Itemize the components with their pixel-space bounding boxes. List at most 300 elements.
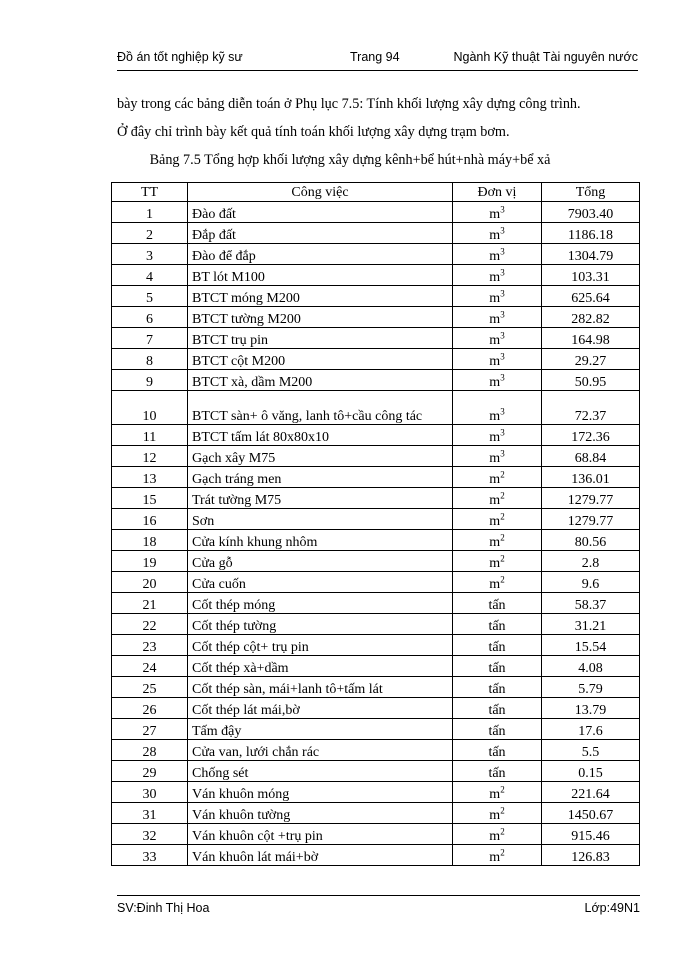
unit-exponent: 3 — [500, 288, 505, 299]
row-unit — [453, 803, 542, 824]
unit-exponent: 3 — [500, 204, 505, 215]
row-unit — [453, 446, 542, 467]
table-row — [112, 370, 640, 391]
row-number — [112, 370, 188, 391]
unit-exponent: 2 — [500, 784, 505, 795]
row-number-text: 29 — [142, 766, 157, 781]
row-total-text: 4.08 — [578, 661, 603, 676]
row-unit — [453, 572, 542, 593]
row-task-text: Ván khuôn tường — [192, 808, 291, 823]
row-unit — [453, 223, 542, 244]
table-row — [112, 425, 640, 446]
row-unit-text: tấn — [488, 682, 506, 697]
row-task — [188, 446, 453, 467]
table-row — [112, 488, 640, 509]
row-total — [542, 719, 640, 740]
table-row — [112, 593, 640, 614]
row-number — [112, 593, 188, 614]
row-unit — [453, 761, 542, 782]
row-task — [188, 467, 453, 488]
row-unit-text: tấn — [488, 703, 506, 718]
row-unit — [453, 845, 542, 866]
row-total-text: 5.5 — [581, 745, 600, 760]
row-unit-text: tấn — [488, 619, 506, 634]
row-number-text: 6 — [146, 312, 153, 327]
table-row — [112, 614, 640, 635]
row-number — [112, 265, 188, 286]
row-unit-text: m — [489, 451, 501, 466]
row-unit — [453, 328, 542, 349]
row-total — [542, 488, 640, 509]
row-number-text: 31 — [142, 808, 157, 823]
row-number-text: 13 — [142, 472, 157, 487]
row-task — [188, 509, 453, 530]
row-number-text: 24 — [142, 661, 157, 676]
row-task — [188, 719, 453, 740]
row-unit — [453, 425, 542, 446]
row-task — [188, 307, 453, 328]
row-task-text: Cốt thép lát mái,bờ — [192, 703, 300, 718]
row-unit — [453, 370, 542, 391]
row-unit-text: m — [489, 577, 501, 592]
table-row — [112, 698, 640, 719]
row-number — [112, 761, 188, 782]
row-task — [188, 425, 453, 446]
row-task-text: BTCT trụ pin — [192, 333, 268, 348]
row-unit — [453, 782, 542, 803]
column-header-unit: Đơn vị — [453, 183, 542, 202]
row-number-text: 32 — [142, 829, 157, 844]
row-unit — [453, 656, 542, 677]
row-number — [112, 803, 188, 824]
row-number — [112, 656, 188, 677]
row-total — [542, 656, 640, 677]
row-total — [542, 446, 640, 467]
row-task — [188, 593, 453, 614]
table-row — [112, 328, 640, 349]
row-total-text: 72.37 — [574, 409, 607, 424]
row-number-text: 27 — [142, 724, 157, 739]
table-row — [112, 223, 640, 244]
row-task-text: BTCT tấm lát 80x80x10 — [192, 430, 330, 445]
row-number-text: 1 — [146, 207, 153, 222]
row-total — [542, 635, 640, 656]
row-number — [112, 223, 188, 244]
row-total — [542, 572, 640, 593]
header-page-number: Trang 94 — [350, 50, 400, 64]
row-total-text: 625.64 — [571, 291, 610, 306]
row-total — [542, 614, 640, 635]
row-unit — [453, 488, 542, 509]
unit-exponent: 2 — [500, 490, 505, 501]
row-task-text: Chống sét — [192, 766, 249, 781]
row-task — [188, 635, 453, 656]
row-number — [112, 698, 188, 719]
row-unit-text: m — [489, 514, 501, 529]
row-number-text: 18 — [142, 535, 157, 550]
row-unit — [453, 286, 542, 307]
table-row — [112, 307, 640, 328]
unit-exponent: 3 — [500, 427, 505, 438]
table-row — [112, 635, 640, 656]
row-number — [112, 307, 188, 328]
row-task-text: Cốt thép móng — [192, 598, 276, 613]
unit-exponent: 3 — [500, 351, 505, 362]
row-task-text: BTCT móng M200 — [192, 291, 300, 306]
row-task-text: BTCT cột M200 — [192, 354, 286, 369]
row-task-text: Cửa cuốn — [192, 577, 246, 592]
row-number — [112, 286, 188, 307]
row-number-text: 15 — [142, 493, 157, 508]
row-unit — [453, 349, 542, 370]
row-unit-text: m — [489, 556, 501, 571]
row-task-text: Sơn — [192, 514, 215, 529]
row-number-text: 20 — [142, 577, 157, 592]
row-total — [542, 677, 640, 698]
row-number-text: 26 — [142, 703, 157, 718]
row-task — [188, 349, 453, 370]
table-row — [112, 202, 640, 223]
row-unit-text: tấn — [488, 724, 506, 739]
row-task — [188, 551, 453, 572]
footer-student-name: SV:Đinh Thị Hoa — [117, 901, 210, 915]
row-total — [542, 824, 640, 845]
row-total-text: 58.37 — [574, 598, 607, 613]
unit-exponent: 3 — [500, 330, 505, 341]
row-task — [188, 328, 453, 349]
row-unit-text: tấn — [488, 766, 506, 781]
row-total — [542, 509, 640, 530]
row-total-text: 126.83 — [571, 850, 610, 865]
column-header-total: Tổng — [542, 183, 640, 202]
row-task — [188, 782, 453, 803]
row-task — [188, 824, 453, 845]
row-number-text: 33 — [142, 850, 157, 865]
row-total-text: 164.98 — [571, 333, 610, 348]
row-number-text: 2 — [146, 228, 153, 243]
row-task-text: Cửa van, lưới chắn rác — [192, 745, 320, 760]
row-task-text: Đào để đắp — [192, 249, 256, 264]
table-row — [112, 467, 640, 488]
row-total — [542, 391, 640, 425]
row-total — [542, 307, 640, 328]
row-total-text: 1279.77 — [567, 493, 614, 508]
column-header-task: Công việc — [188, 183, 453, 202]
header-thesis-title: Đồ án tốt nghiệp kỹ sư — [117, 50, 243, 64]
row-unit — [453, 824, 542, 845]
row-total-text: 15.54 — [574, 640, 607, 655]
table-row — [112, 244, 640, 265]
unit-exponent: 2 — [500, 574, 505, 585]
row-total-text: 31.21 — [574, 619, 607, 634]
table-row — [112, 761, 640, 782]
row-number — [112, 551, 188, 572]
row-unit — [453, 677, 542, 698]
table-row — [112, 677, 640, 698]
row-number — [112, 740, 188, 761]
row-unit — [453, 551, 542, 572]
row-number-text: 10 — [142, 409, 157, 424]
row-unit-text: m — [489, 354, 501, 369]
table-caption: Bảng 7.5 Tổng hợp khối lượng xây dựng kênh+bể hút+nhà máy+bể xả — [149, 152, 551, 168]
row-unit-text: m — [489, 493, 501, 508]
row-total — [542, 223, 640, 244]
unit-exponent: 2 — [500, 469, 505, 480]
table-row — [112, 824, 640, 845]
row-task — [188, 845, 453, 866]
row-total-text: 5.79 — [578, 682, 603, 697]
row-total-text: 103.31 — [571, 270, 610, 285]
row-task-text: Cốt thép tường — [192, 619, 277, 634]
row-total-text: 80.56 — [574, 535, 607, 550]
row-total — [542, 349, 640, 370]
unit-exponent: 2 — [500, 511, 505, 522]
row-unit-text: m — [489, 228, 501, 243]
row-total — [542, 286, 640, 307]
row-number-text: 11 — [142, 430, 157, 445]
row-number — [112, 782, 188, 803]
row-number-text: 9 — [146, 375, 153, 390]
row-task-text: Tấm đậy — [192, 724, 242, 739]
table-row — [112, 551, 640, 572]
row-unit — [453, 467, 542, 488]
row-total — [542, 530, 640, 551]
table-body — [112, 202, 640, 866]
row-total-text: 221.64 — [571, 787, 610, 802]
row-number-text: 12 — [142, 451, 157, 466]
row-task-text: BT lót M100 — [192, 270, 265, 285]
row-unit-text: m — [489, 787, 501, 802]
row-total-text: 915.46 — [571, 829, 610, 844]
table-row — [112, 782, 640, 803]
row-number-text: 30 — [142, 787, 157, 802]
row-number — [112, 530, 188, 551]
row-task — [188, 698, 453, 719]
row-unit-text: tấn — [488, 598, 506, 613]
row-total — [542, 740, 640, 761]
row-unit — [453, 698, 542, 719]
row-unit-text: m — [489, 850, 501, 865]
row-task — [188, 740, 453, 761]
row-task-text: Gạch xây M75 — [192, 451, 276, 466]
row-unit-text: m — [489, 409, 501, 424]
row-task — [188, 265, 453, 286]
row-unit — [453, 265, 542, 286]
row-total — [542, 782, 640, 803]
row-number — [112, 425, 188, 446]
row-total — [542, 761, 640, 782]
page-footer — [117, 895, 640, 920]
row-task — [188, 370, 453, 391]
row-unit — [453, 509, 542, 530]
row-number — [112, 614, 188, 635]
row-number-text: 21 — [142, 598, 157, 613]
row-task-text: Cửa kính khung nhôm — [192, 535, 318, 550]
row-unit-text: m — [489, 829, 501, 844]
row-unit — [453, 391, 542, 425]
row-total — [542, 265, 640, 286]
row-total — [542, 698, 640, 719]
row-task-text: Trát tường M75 — [192, 493, 282, 508]
row-number — [112, 202, 188, 223]
row-task-text: Đào đất — [192, 207, 236, 222]
row-unit — [453, 593, 542, 614]
unit-exponent: 3 — [500, 448, 505, 459]
row-total — [542, 328, 640, 349]
row-number — [112, 391, 188, 425]
table-row — [112, 391, 640, 425]
row-number-text: 7 — [146, 333, 153, 348]
row-number-text: 5 — [146, 291, 153, 306]
row-task-text: Cốt thép cột+ trụ pin — [192, 640, 309, 655]
unit-exponent: 2 — [500, 532, 505, 543]
table-row — [112, 740, 640, 761]
row-unit-text: m — [489, 291, 501, 306]
table-row — [112, 845, 640, 866]
table-row — [112, 572, 640, 593]
row-total-text: 1304.79 — [567, 249, 614, 264]
row-number-text: 19 — [142, 556, 157, 571]
row-total — [542, 202, 640, 223]
row-task-text: Ván khuôn móng — [192, 787, 290, 802]
row-task — [188, 656, 453, 677]
unit-exponent: 2 — [500, 826, 505, 837]
row-total-text: 136.01 — [571, 472, 610, 487]
row-number — [112, 635, 188, 656]
row-unit-text: m — [489, 375, 501, 390]
table-row — [112, 286, 640, 307]
row-task-text: Ván khuôn cột +trụ pin — [192, 829, 323, 844]
row-total-text: 1450.67 — [567, 808, 614, 823]
row-total-text: 7903.40 — [567, 207, 614, 222]
row-task-text: BTCT xà, dầm M200 — [192, 375, 313, 390]
row-task — [188, 202, 453, 223]
row-unit — [453, 635, 542, 656]
row-unit-text: tấn — [488, 745, 506, 760]
row-task — [188, 391, 453, 425]
row-unit-text: tấn — [488, 640, 506, 655]
row-unit — [453, 244, 542, 265]
row-number — [112, 467, 188, 488]
row-task-text: Cốt thép xà+dầm — [192, 661, 289, 676]
table-row — [112, 265, 640, 286]
row-unit-text: m — [489, 249, 501, 264]
unit-exponent: 2 — [500, 553, 505, 564]
row-number — [112, 328, 188, 349]
row-total-text: 2.8 — [581, 556, 600, 571]
header-department: Ngành Kỹ thuật Tài nguyên nước — [453, 50, 638, 64]
unit-exponent: 3 — [500, 309, 505, 320]
row-task — [188, 803, 453, 824]
row-total — [542, 467, 640, 488]
row-task-text: Cốt thép sàn, mái+lanh tô+tấm lát — [192, 682, 383, 697]
row-unit-text: m — [489, 270, 501, 285]
table-row — [112, 530, 640, 551]
row-total-text: 50.95 — [574, 375, 607, 390]
table-row — [112, 349, 640, 370]
row-task — [188, 530, 453, 551]
footer-class: Lớp:49N1 — [584, 901, 640, 915]
table-row — [112, 719, 640, 740]
row-total — [542, 244, 640, 265]
row-number-text: 8 — [146, 354, 153, 369]
row-unit-text: m — [489, 207, 501, 222]
row-task — [188, 677, 453, 698]
row-number-text: 3 — [146, 249, 153, 264]
row-task-text: Đắp đất — [192, 228, 236, 243]
row-unit — [453, 719, 542, 740]
row-total-text: 1279.77 — [567, 514, 614, 529]
quantities-table — [111, 182, 640, 866]
row-number-text: 23 — [142, 640, 157, 655]
row-number — [112, 349, 188, 370]
unit-exponent: 3 — [500, 267, 505, 278]
row-number — [112, 824, 188, 845]
table-row — [112, 803, 640, 824]
row-task-text: BTCT tường M200 — [192, 312, 301, 327]
row-task — [188, 572, 453, 593]
row-unit-text: m — [489, 472, 501, 487]
row-total-text: 1186.18 — [568, 228, 613, 243]
row-number — [112, 488, 188, 509]
row-number-text: 16 — [142, 514, 157, 529]
column-header-tt: TT — [112, 183, 188, 202]
unit-exponent: 3 — [500, 225, 505, 236]
row-number — [112, 446, 188, 467]
row-unit — [453, 740, 542, 761]
body-text-line-1: bày trong các bảng diễn toán ở Phụ lục 7.5: Tính khối lượng xây dựng công trình. — [117, 96, 581, 112]
row-unit — [453, 307, 542, 328]
unit-exponent: 3 — [500, 406, 505, 417]
row-total-text: 68.84 — [574, 451, 607, 466]
unit-exponent: 3 — [500, 246, 505, 257]
row-number-text: 25 — [142, 682, 157, 697]
row-total-text: 172.36 — [571, 430, 610, 445]
row-total — [542, 593, 640, 614]
row-unit-text: tấn — [488, 661, 506, 676]
table-header-row — [112, 183, 640, 202]
row-unit-text: m — [489, 312, 501, 327]
row-total-text: 17.6 — [578, 724, 603, 739]
row-task — [188, 614, 453, 635]
row-task-text: BTCT sàn+ ô văng, lanh tô+cầu công tác — [192, 409, 423, 424]
row-number — [112, 244, 188, 265]
unit-exponent: 2 — [500, 805, 505, 816]
row-task — [188, 286, 453, 307]
body-text-line-2: Ở đây chỉ trình bày kết quả tính toán khối lượng xây dựng trạm bơm. — [117, 124, 510, 140]
row-total — [542, 425, 640, 446]
row-number — [112, 719, 188, 740]
row-number — [112, 509, 188, 530]
row-task — [188, 223, 453, 244]
row-total — [542, 803, 640, 824]
row-number-text: 4 — [146, 270, 153, 285]
row-task — [188, 761, 453, 782]
row-task-text: Gạch tráng men — [192, 472, 282, 487]
row-task — [188, 244, 453, 265]
row-number-text: 22 — [142, 619, 157, 634]
table-row — [112, 509, 640, 530]
row-total-text: 29.27 — [574, 354, 607, 369]
row-number — [112, 677, 188, 698]
row-total-text: 9.6 — [581, 577, 600, 592]
row-total — [542, 845, 640, 866]
row-total-text: 282.82 — [571, 312, 610, 327]
row-number — [112, 572, 188, 593]
row-task-text: Ván khuôn lát mái+bờ — [192, 850, 319, 865]
row-task — [188, 488, 453, 509]
row-number — [112, 845, 188, 866]
